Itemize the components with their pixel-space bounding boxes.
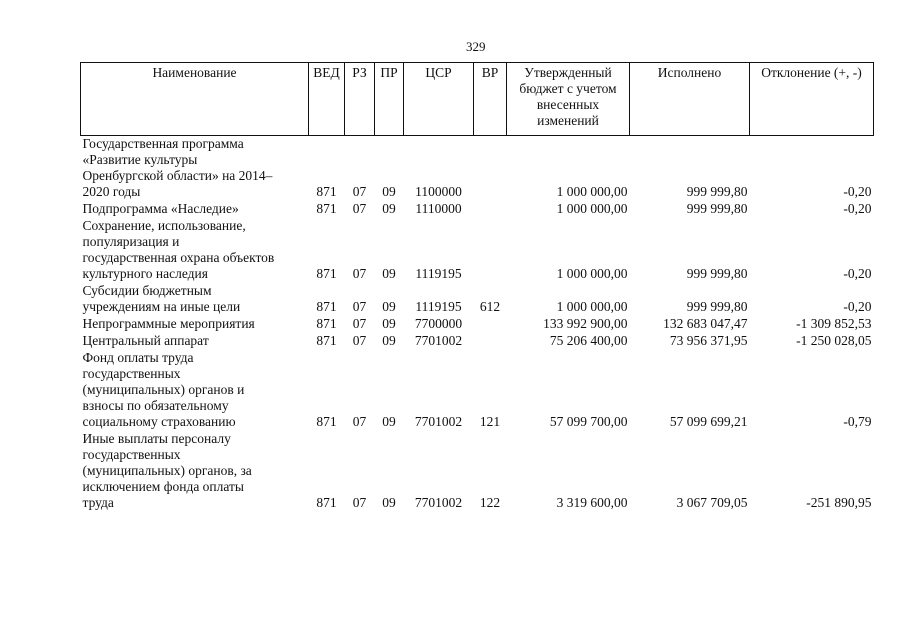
row-csr: 7701002 [414, 414, 463, 429]
row-vr: 121 [479, 414, 501, 429]
row-deviation: -0,20 [843, 299, 872, 314]
row-vr: 612 [479, 299, 501, 314]
row-rz: 07 [352, 414, 367, 429]
table-row [81, 316, 874, 333]
row-ved: 871 [316, 184, 337, 199]
table-row [81, 136, 874, 202]
budget-table [80, 62, 874, 512]
row-executed: 999 999,80 [686, 184, 748, 199]
row-csr: 1100000 [415, 184, 462, 199]
row-pr: 09 [382, 414, 396, 429]
row-pr: 09 [382, 201, 396, 216]
row-approved: 1 000 000,00 [556, 184, 628, 199]
header-rz: РЗ [345, 63, 375, 136]
row-csr: 1110000 [415, 201, 462, 216]
row-deviation: -1 250 028,05 [796, 333, 872, 348]
row-approved: 75 206 400,00 [549, 333, 628, 348]
row-vr [474, 201, 507, 218]
header-ved: ВЕД [309, 63, 345, 136]
row-csr: 1119195 [415, 299, 462, 314]
row-ved: 871 [316, 316, 337, 331]
row-ved: 871 [316, 495, 337, 510]
row-executed: 999 999,80 [686, 299, 748, 314]
row-deviation: -251 890,95 [806, 495, 872, 510]
row-vr [474, 218, 507, 283]
row-name: Центральный аппарат [82, 333, 209, 348]
row-pr: 09 [382, 266, 396, 281]
table-row [81, 431, 874, 512]
row-vr [474, 136, 507, 202]
header-vr: ВР [474, 63, 507, 136]
table-row [81, 333, 874, 350]
row-deviation: -0,20 [843, 184, 872, 199]
row-name: Сохранение, использование, популяризация и государственная охрана объектов культурного наследия [82, 218, 275, 281]
row-ved: 871 [316, 266, 337, 281]
row-pr: 09 [382, 316, 396, 331]
row-name: Субсидии бюджетным учреждениям на иные цели [82, 283, 241, 314]
table-row [81, 201, 874, 218]
row-approved: 3 319 600,00 [556, 495, 628, 510]
header-csr: ЦСР [404, 63, 474, 136]
row-csr: 7701002 [414, 333, 463, 348]
row-rz: 07 [352, 316, 367, 331]
page-number: 329 [466, 39, 486, 54]
row-name: Государственная программа «Развитие культуры Оренбургской области» на 2014– 2020 годы [82, 136, 273, 199]
table-row [81, 218, 874, 283]
row-deviation: -0,20 [843, 201, 872, 216]
header-pr: ПР [375, 63, 404, 136]
row-ved: 871 [316, 201, 337, 216]
header-executed: Исполнено [630, 63, 750, 136]
row-csr: 1119195 [415, 266, 462, 281]
header-deviation: Отклонение (+, -) [750, 63, 874, 136]
row-approved: 1 000 000,00 [556, 266, 628, 281]
row-executed: 999 999,80 [686, 266, 748, 281]
row-executed: 57 099 699,21 [669, 414, 748, 429]
row-executed: 3 067 709,05 [676, 495, 748, 510]
table-header-row [81, 63, 874, 136]
row-ved: 871 [316, 299, 337, 314]
row-pr: 09 [382, 299, 396, 314]
row-rz: 07 [352, 495, 367, 510]
row-ved: 871 [316, 333, 337, 348]
table-row [81, 350, 874, 431]
row-vr: 122 [479, 495, 501, 510]
header-approved: Утвержденный бюджет с учетом внесенных изменений [507, 63, 630, 136]
row-deviation: -1 309 852,53 [796, 316, 872, 331]
row-approved: 57 099 700,00 [549, 414, 628, 429]
row-name: Фонд оплаты труда государственных (муниципальных) органов и взносы по обязательному социальному страхованию [82, 350, 245, 429]
row-pr: 09 [382, 495, 396, 510]
row-name: Непрограммные мероприятия [82, 316, 255, 331]
row-approved: 133 992 900,00 [543, 316, 628, 331]
row-vr [474, 316, 507, 333]
row-deviation: -0,20 [843, 266, 872, 281]
row-name: Подпрограмма «Наследие» [82, 201, 239, 216]
row-rz: 07 [352, 184, 367, 199]
row-pr: 09 [382, 184, 396, 199]
row-approved: 1 000 000,00 [556, 201, 628, 216]
row-executed: 132 683 047,47 [663, 316, 748, 331]
row-executed: 73 956 371,95 [669, 333, 748, 348]
row-csr: 7700000 [414, 316, 463, 331]
row-deviation: -0,79 [843, 414, 872, 429]
row-vr [474, 333, 507, 350]
row-rz: 07 [352, 333, 367, 348]
row-rz: 07 [352, 299, 367, 314]
row-ved: 871 [316, 414, 337, 429]
header-name: Наименование [81, 63, 309, 136]
row-rz: 07 [352, 266, 367, 281]
row-name: Иные выплаты персоналу государственных (муниципальных) органов, за исключением фонда оплаты труда [82, 431, 252, 510]
row-rz: 07 [352, 201, 367, 216]
row-approved: 1 000 000,00 [556, 299, 628, 314]
row-pr: 09 [382, 333, 396, 348]
row-executed: 999 999,80 [686, 201, 748, 216]
row-csr: 7701002 [414, 495, 463, 510]
table-row [81, 283, 874, 316]
